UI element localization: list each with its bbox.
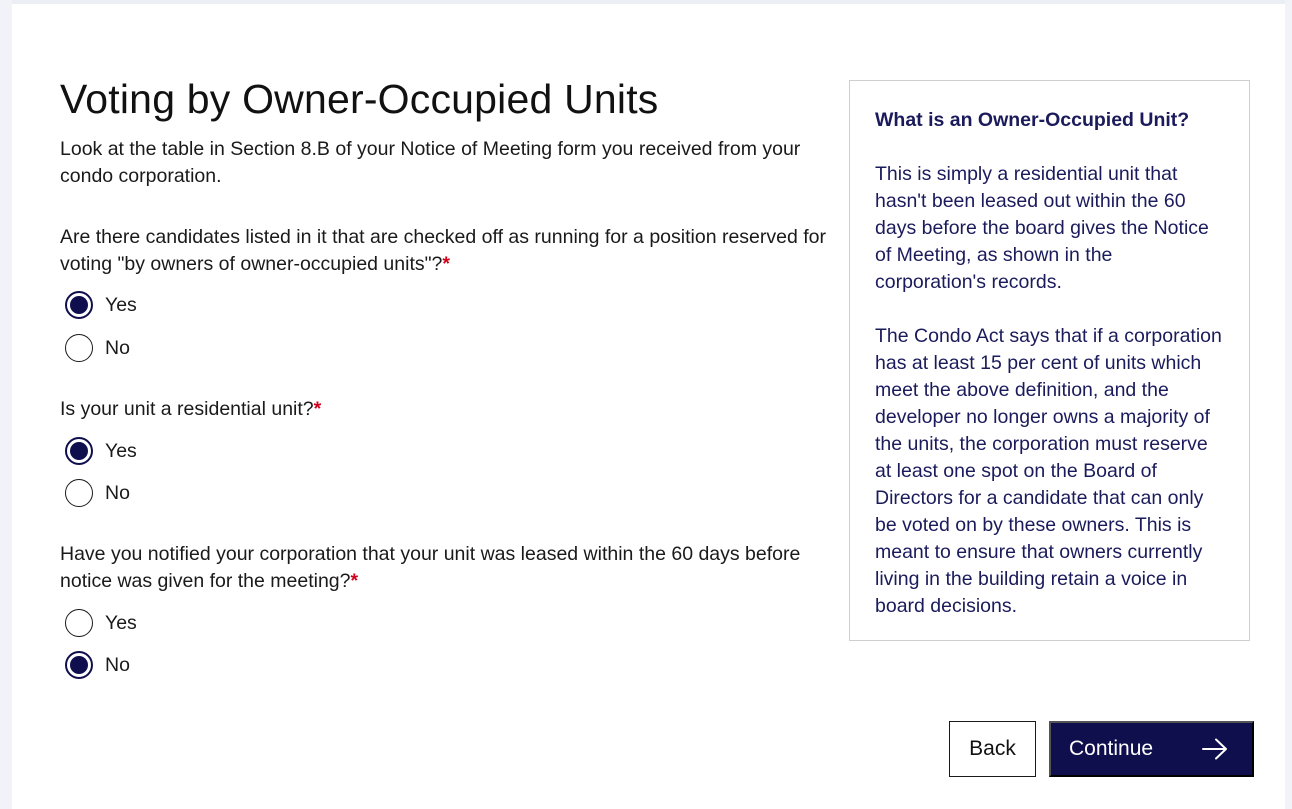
right-gutter (1285, 0, 1292, 809)
radio-button[interactable] (65, 334, 93, 362)
info-paragraph-definition: This is simply a residential unit that hasn't been leased out within the 60 days before the board gives the Notice of Meeting, as shown in the corporation's records. (875, 163, 1209, 293)
radio-button[interactable] (65, 609, 93, 637)
radio-label: Yes (105, 293, 137, 316)
question-text: Have you notified your corporation that your unit was leased within the 60 days before notice was given for the meeting? (60, 543, 801, 592)
radio-label: Yes (105, 439, 137, 462)
intro-text: Look at the table in Section 8.B of your Notice of Meeting form you received from your condo corporation. (60, 138, 801, 187)
radio-q2-yes[interactable] (65, 436, 137, 466)
arrow-right-icon (1202, 738, 1228, 760)
radio-label: Yes (105, 611, 137, 634)
question-residential-unit (60, 396, 845, 423)
question-text: Is your unit a residential unit? (60, 398, 314, 420)
radio-label: No (105, 481, 130, 504)
left-gutter (0, 0, 12, 809)
radio-button-checked[interactable] (65, 291, 93, 319)
required-marker: * (313, 398, 322, 420)
back-button[interactable]: Back (949, 721, 1036, 777)
info-panel (849, 80, 1250, 641)
radio-q3-yes[interactable] (65, 608, 137, 638)
required-marker: * (442, 253, 450, 275)
top-border (0, 0, 1292, 4)
page-title: Voting by Owner-Occupied Units (60, 76, 659, 122)
continue-button[interactable] (1049, 721, 1254, 777)
radio-button-checked[interactable] (65, 437, 93, 465)
info-title: What is an Owner-Occupied Unit? (875, 109, 1190, 131)
radio-q1-no[interactable] (65, 333, 130, 363)
info-paragraph-condo-act: The Condo Act says that if a corporation has at least 15 per cent of units which meet the above definition, and the developer no longer owns a majority of the units, the corporation must reserve at least one spot on the Board of Directors for a candidate that can only be voted on by these owners. This is meant to ensure that owners currently living in the building retain a voice in board decisions. (875, 325, 1222, 617)
radio-button-checked[interactable] (65, 651, 93, 679)
question-candidates-reserved (60, 224, 845, 278)
radio-q1-yes[interactable] (65, 290, 137, 320)
radio-label: No (105, 653, 130, 676)
question-text: Are there candidates listed in it that are checked off as running for a position reserved for voting "by owners of owner-occupied units"? (60, 226, 826, 275)
required-marker: * (350, 570, 359, 592)
question-leased-notified (60, 541, 845, 595)
radio-label: No (105, 336, 130, 359)
radio-q2-no[interactable] (65, 478, 130, 508)
continue-label: Continue (1069, 737, 1154, 760)
radio-q3-no[interactable] (65, 650, 130, 680)
radio-button[interactable] (65, 479, 93, 507)
